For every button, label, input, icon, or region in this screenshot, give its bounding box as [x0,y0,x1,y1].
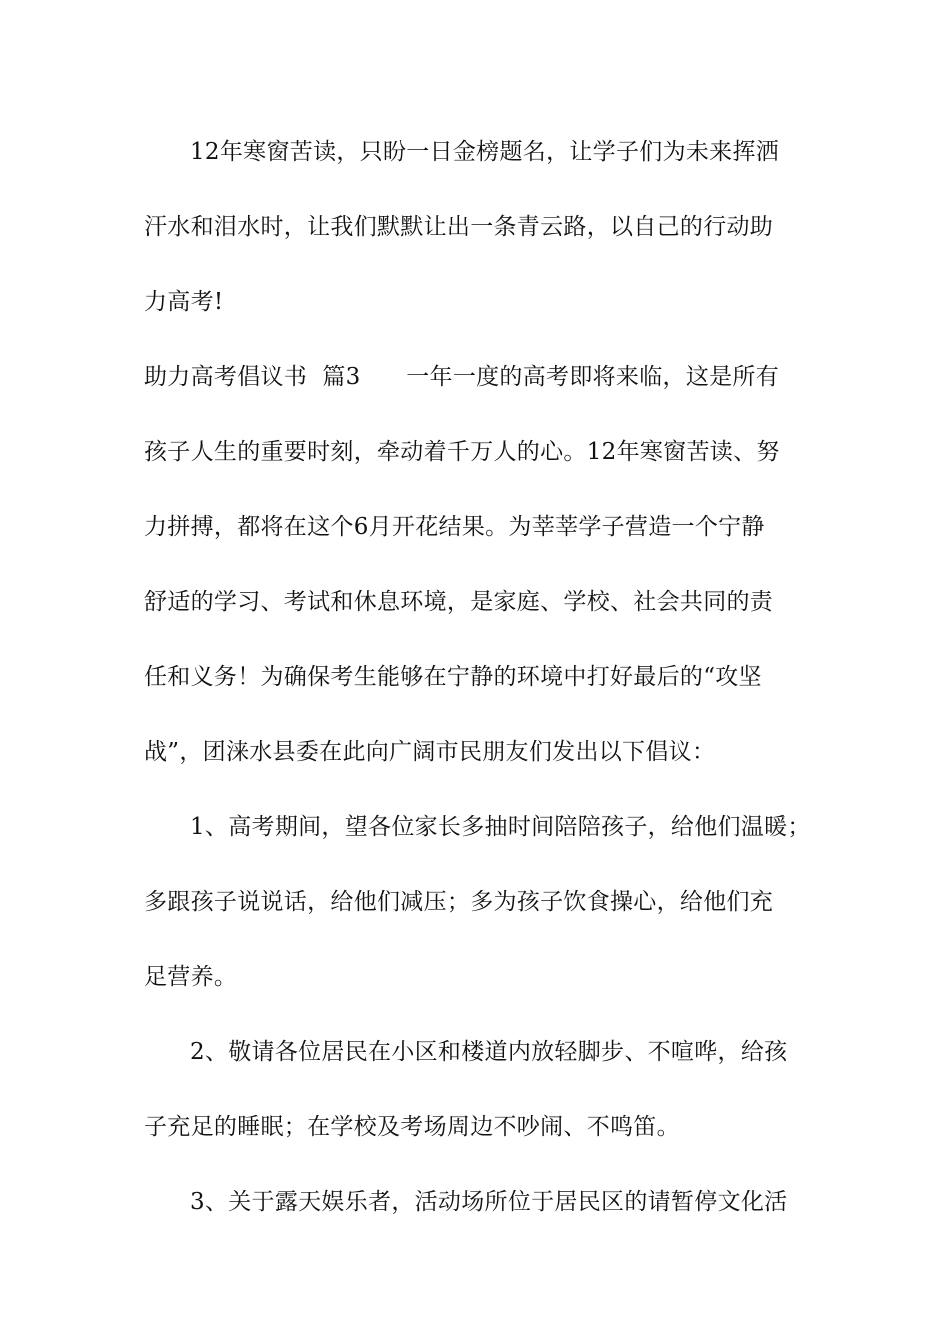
list-item-line: 多跟孩子说说话，给他们减压；多为孩子饮食操心，给他们充 [144,889,774,915]
list-item-line: 3、关于露天娱乐者，活动场所位于居民区的请暂停文化活 [190,1189,788,1215]
paragraph-line: 汗水和泪水时，让我们默默让出一条青云路，以自己的行动助 [144,214,774,240]
paragraph-line: 任和义务！为确保考生能够在宁静的环境中打好最后的“攻坚 [144,664,762,690]
list-item-line: 子充足的睡眠；在学校及考场周边不吵闹、不鸣笛。 [144,1114,680,1140]
list-item-line: 1、高考期间，望各位家长多抽时间陪陪孩子，给他们温暖； [190,814,811,840]
paragraph-line: 舒适的学习、考试和休息环境，是家庭、学校、社会共同的责 [144,589,774,615]
section-heading-line: 助力高考倡议书 篇3 一年一度的高考即将来临，这是所有 [144,364,780,390]
list-item-line: 2、敬请各位居民在小区和楼道内放轻脚步、不喧哗，给孩 [190,1039,788,1065]
paragraph-line: 12年寒窗苦读，只盼一日金榜题名，让学子们为未来挥洒 [190,139,780,165]
paragraph-line: 战”，团涞水县委在此向广阔市民朋友们发出以下倡议： [144,739,716,765]
list-item-line: 足营养。 [144,964,238,990]
paragraph-line: 力高考! [144,289,224,315]
paragraph-line: 孩子人生的重要时刻，牵动着千万人的心。12年寒窗苦读、努 [144,439,780,465]
paragraph-line: 力拼搏，都将在这个6月开花结果。为莘莘学子营造一个宁静 [144,514,765,540]
